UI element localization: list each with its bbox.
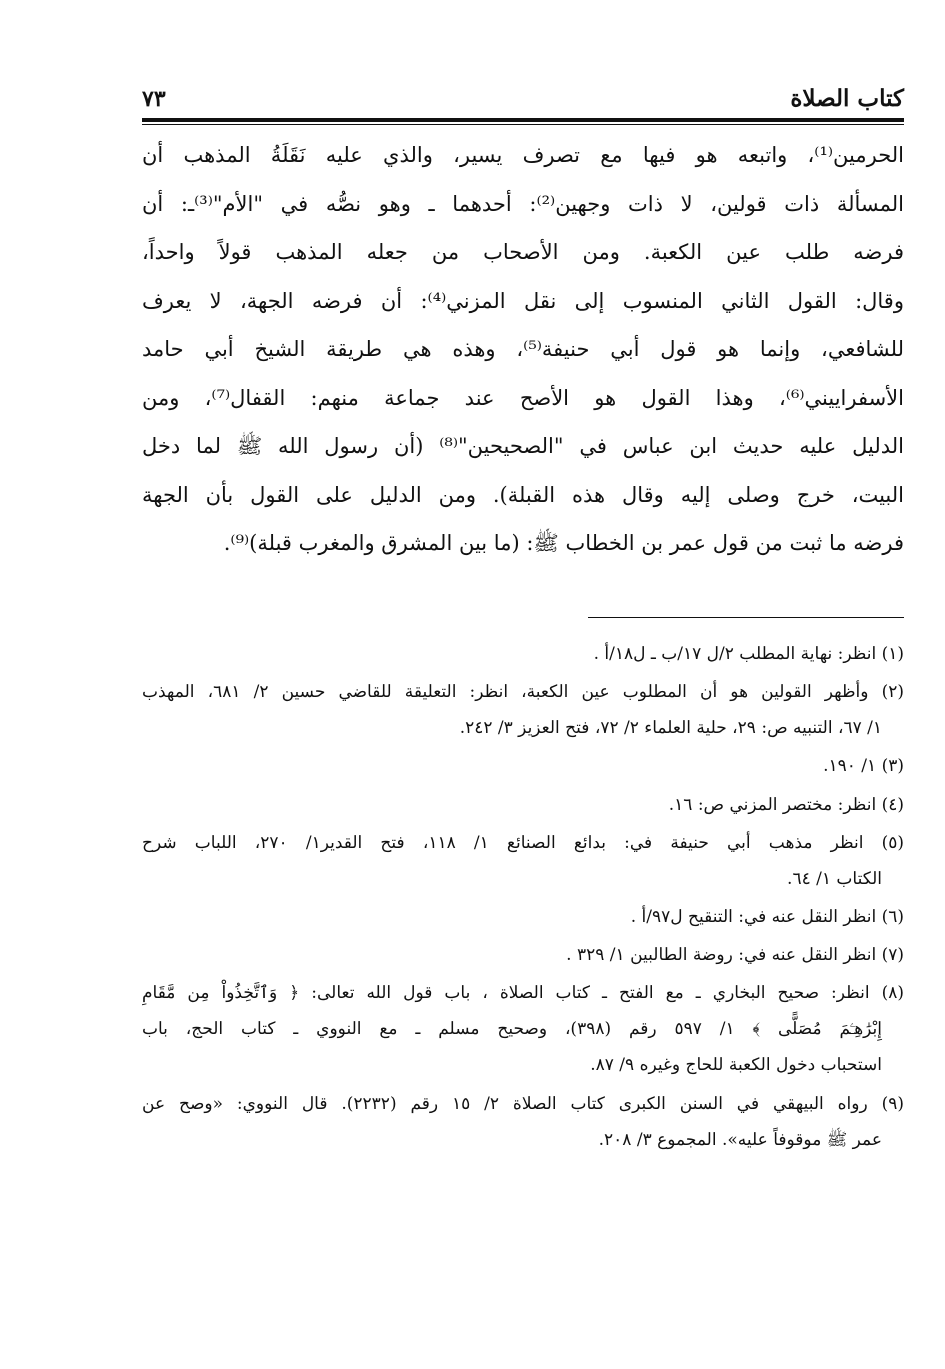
footnote-7 <box>142 937 904 973</box>
footnote-separator <box>588 617 904 618</box>
footnote-3 <box>142 748 904 784</box>
body-line: الدليل عليه حديث ابن عباس في "الصحيحين"⁽⁸⁾ (أن رسول الله ﷺ لما دخل <box>142 434 904 458</box>
body-line: وقال: القول الثاني المنسوب إلى نقل المزني⁽⁴⁾: أن فرضه الجهة، لا يعرف <box>142 288 904 313</box>
footnote-line: (٧) انظر النقل عنه في: روضة الطالبين ١/ ٣٢٩ . <box>566 945 904 966</box>
footnote-line: إِبْرَٰهِـۧمَ مُصَلًّى ﴾ ١/ ٥٩٧ رقم (٣٩٨)، وصحيح مسلم ـ مع النووي ـ كتاب الحج، باب <box>142 1019 882 1040</box>
main-text <box>142 131 904 568</box>
running-header <box>142 82 904 116</box>
footnotes <box>142 636 904 1160</box>
footnote-5 <box>142 825 904 897</box>
footnote-line: (٩) رواه البيهقي في السنن الكبرى كتاب الصلاة ٢/ ١٥ رقم (٢٢٣٢). قال النووي: «وصح عن <box>142 1093 904 1114</box>
footnote-line: (١) انظر: نهاية المطلب ٢/ل ١٧/ب ـ ل١٨/أ . <box>593 644 904 664</box>
footnote-line: عمر ﷺ موقوفاً عليه». المجموع ٣/ ٢٠٨. <box>598 1129 882 1150</box>
body-line: المسألة ذات قولين، لا ذات وجهين⁽²⁾: أحدهما ـ وهو نصُّه في "الأم"⁽³⁾ـ: أن <box>142 191 904 216</box>
chapter-title: كتاب الصلاة <box>790 85 904 112</box>
body-line: فرضه ما ثبت من قول عمر بن الخطاب ﷺ: (ما بين المشرق والمغرب قبلة)⁽⁹⁾. <box>223 531 904 555</box>
footnote-line: (٦) انظر النقل عنه في: التنقيح ل٩٧/أ . <box>630 906 904 927</box>
body-line: الحرمين⁽¹⁾، واتبعه هو فيها مع تصرف يسير، والذي عليه نَقَلَةُ المذهب أن <box>142 143 904 167</box>
footnote-line: (٣) ١/ ١٩٠. <box>823 756 904 777</box>
footnote-6 <box>142 899 904 935</box>
footnote-line: استحباب دخول الكعبة للحاج وغيره ٩/ ٨٧. <box>590 1055 882 1076</box>
footnote-2 <box>142 674 904 746</box>
header-rule-thick <box>142 118 904 122</box>
body-line: فرضه طلب عين الكعبة. ومن الأصحاب من جعله المذهب قولاً واحداً، <box>142 240 904 264</box>
page-number: ٧٣ <box>142 86 166 112</box>
body-line: الأسفراييني⁽⁶⁾، وهذا القول هو الأصح عند جماعة منهم: القفال⁽⁷⁾، ومن <box>142 385 904 410</box>
footnote-8 <box>142 975 904 1083</box>
footnote-4 <box>142 787 904 823</box>
footnote-line: (٢) وأظهر القولين هو أن المطلوب عين الكعبة، انظر: التعليقة للقاضي حسين ٢/ ٦٨١، المهذب <box>142 682 904 703</box>
footnote-line: (٨) انظر: صحيح البخاري ـ مع الفتح ـ كتاب الصلاة ، باب قول الله تعالى: ﴿ وَٱتَّخِذُواْ مِن مَّقَامِ <box>142 983 904 1004</box>
footnote-line: (٤) انظر: مختصر المزني ص: ١٦. <box>668 794 904 815</box>
footnote-9 <box>142 1086 904 1158</box>
footnote-1 <box>142 636 904 672</box>
footnote-line: ١/ ٦٧، التنبيه ص: ٢٩، حلية العلماء ٢/ ٧٢، فتح العزيز ٣/ ٢٤٢. <box>459 718 882 739</box>
body-line: للشافعي، وإنما هو قول أبي حنيفة⁽⁵⁾، وهذه هي طريقة الشيخ أبي حامد <box>142 337 904 361</box>
header-rule-thin <box>142 124 904 125</box>
footnote-line: (٥) انظر مذهب أبي حنيفة في: بدائع الصنائع ١/ ١١٨، فتح القدير١/ ٢٧٠، اللباب شرح <box>142 832 904 853</box>
footnote-line: الكتاب ١/ ٦٤. <box>787 868 882 889</box>
body-line: البيت، خرج وصلى إليه وقال هذه القبلة). ومن الدليل على القول بأن الجهة <box>142 482 904 507</box>
